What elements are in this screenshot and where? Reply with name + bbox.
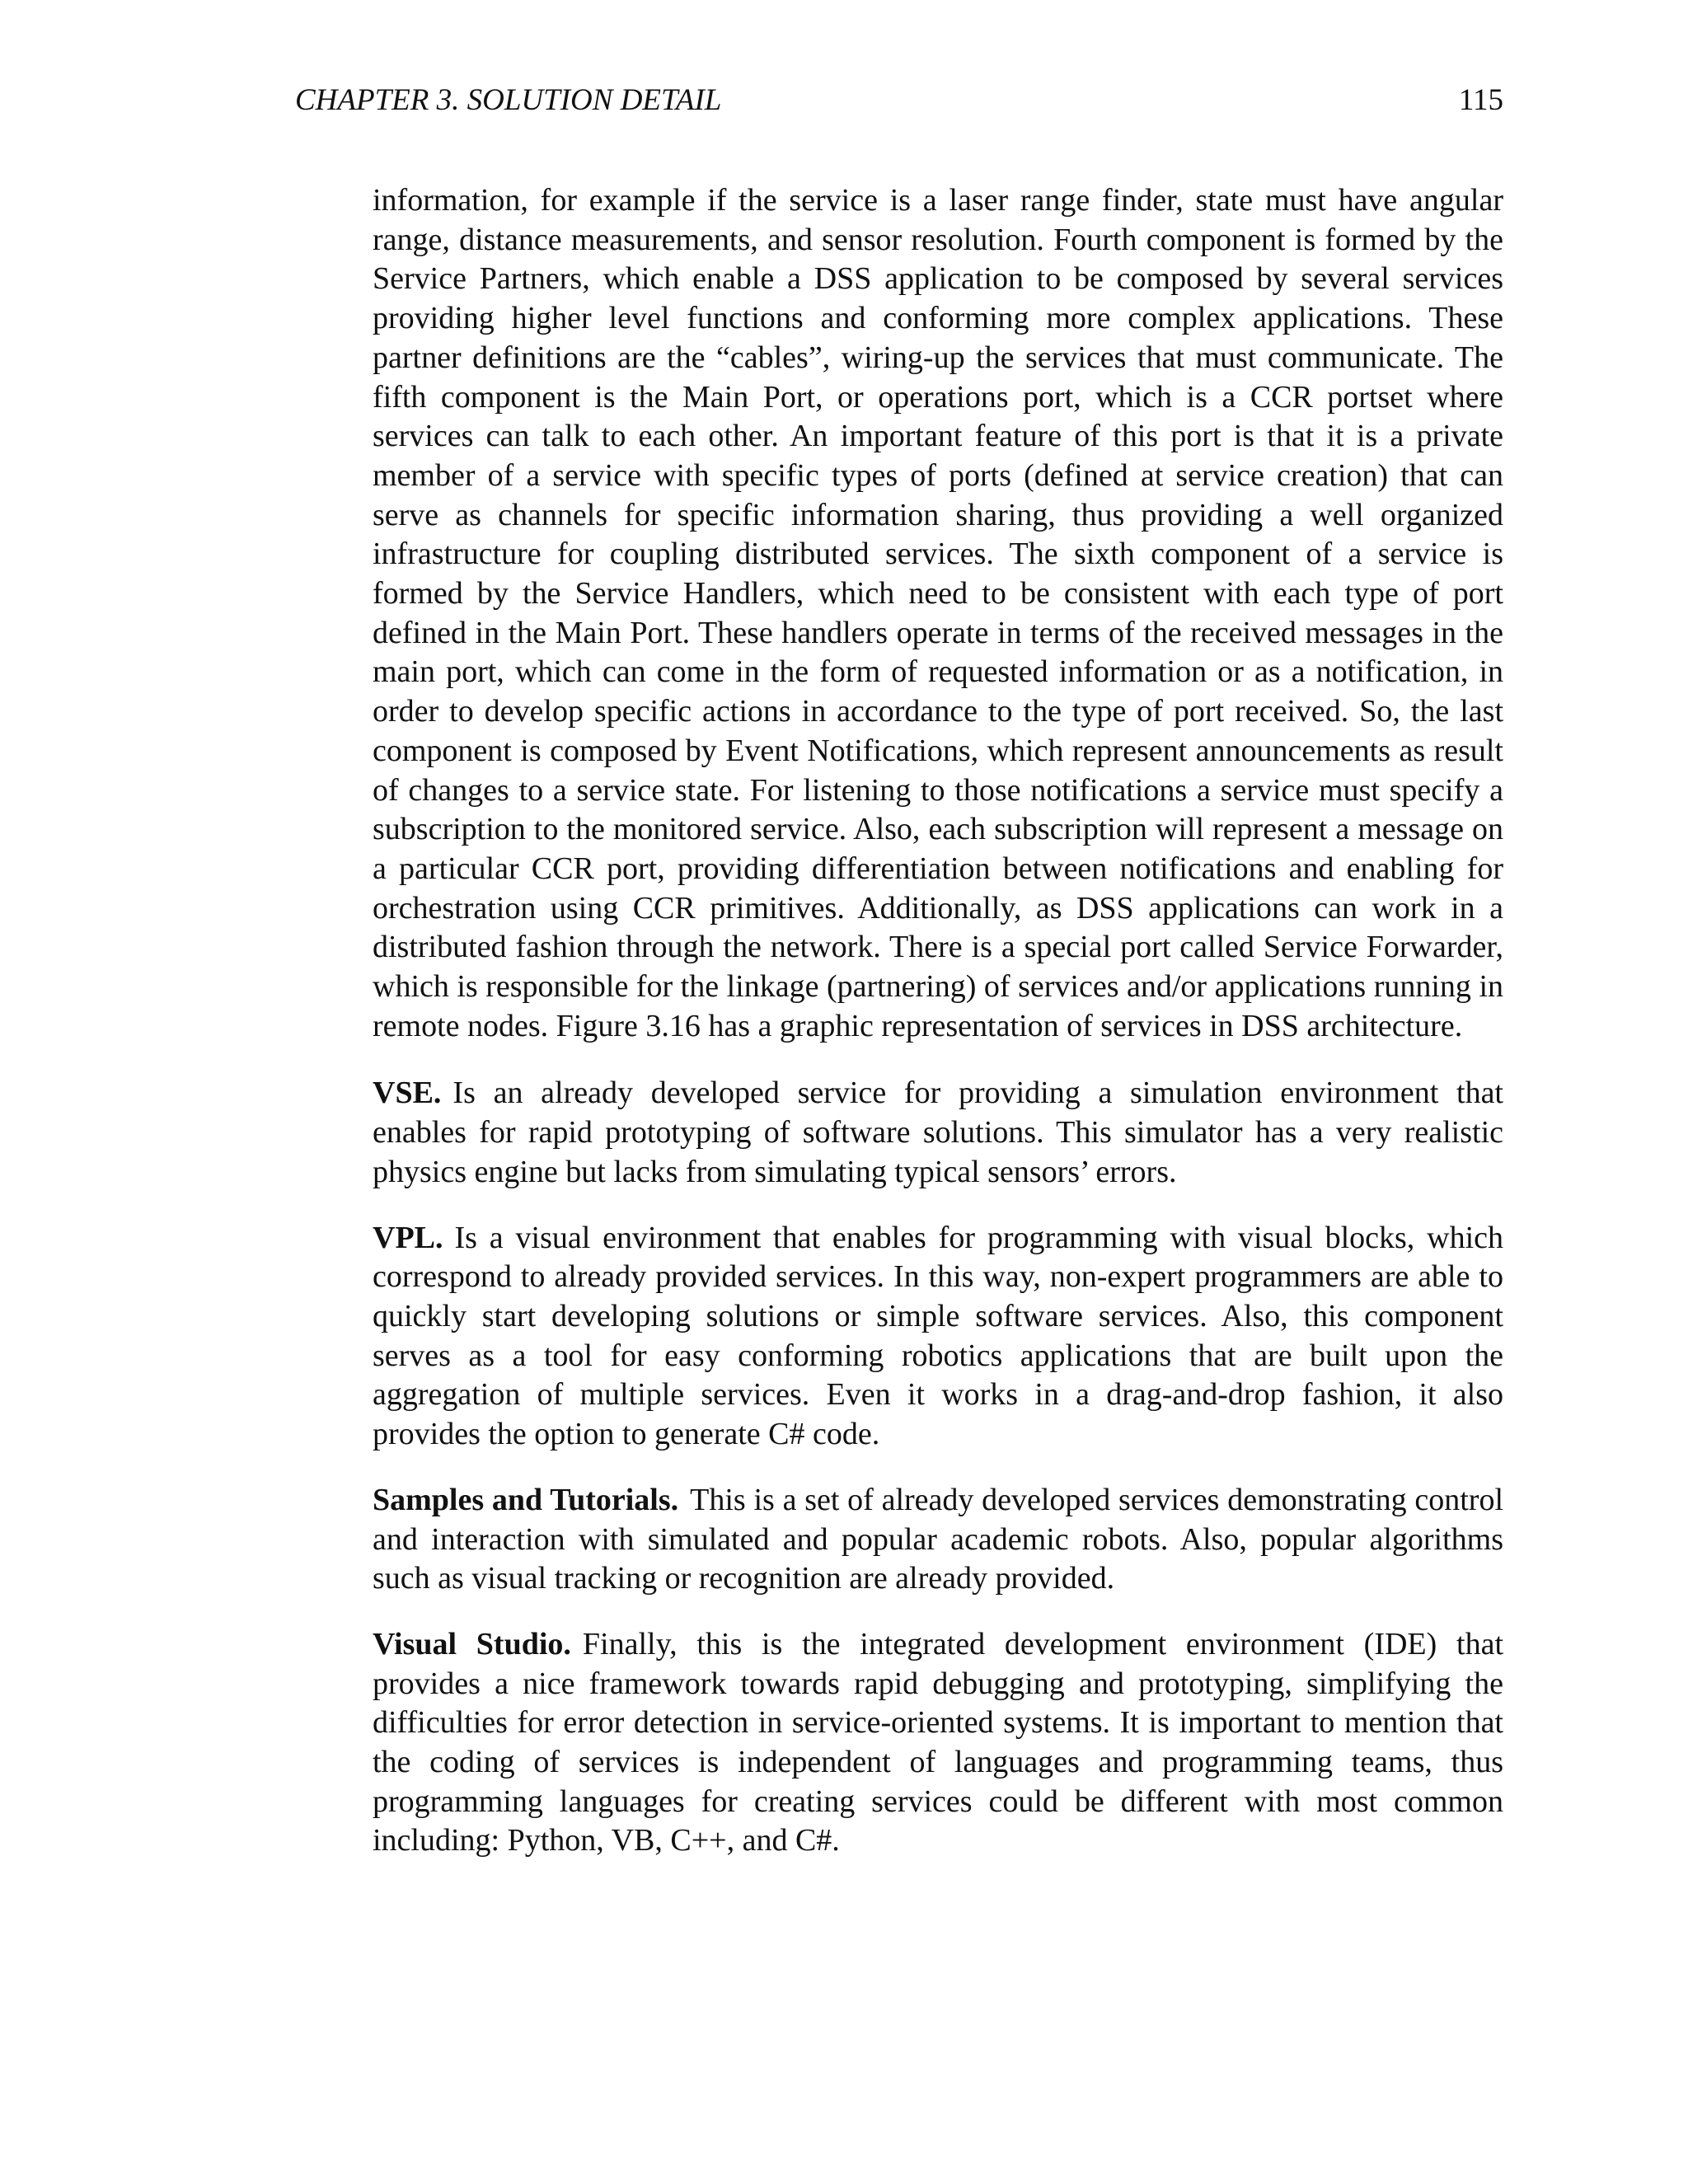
definition-text: This is a set of already developed services demonstrating control and interaction with simulated and popular academic robots. Also, popular algorithms such as visual tracking or recognition are already provided. [373, 1482, 1504, 1596]
page-header [295, 79, 1503, 122]
definition-term: VSE. [373, 1076, 442, 1111]
definition-item-visual-studio [373, 1625, 1503, 1861]
definition-item-vpl [373, 1219, 1503, 1455]
definition-term: Samples and Tutorials. [373, 1482, 679, 1517]
page-number: 115 [1458, 83, 1503, 117]
running-head: CHAPTER 3. SOLUTION DETAIL [295, 83, 722, 117]
body-column [373, 181, 1503, 1887]
definition-text: Is a visual environment that enables for programming with visual blocks, which correspond to already provided services. In this way, non-expert programmers are able to quickly start developing solutions or simple software services. Also, this component serves as a tool for easy conforming robotics applications that are built upon the aggregation of multiple services. Even it works in a drag-and-drop fashion, it also provides the option to generate C# code. [373, 1220, 1503, 1452]
definition-item-samples-and-tutorials [373, 1481, 1503, 1599]
definition-term: VPL. [373, 1220, 443, 1255]
definition-text: Finally, this is the integrated development environment (IDE) that provides a nice framework towards rapid debugging and prototyping, simplifying the difficulties for error detection in service-oriented systems. It is important to mention that the coding of services is independent of languages and programming teams, thus programming languages for creating services could be different with most common including: Python, VB, C++, and C#. [373, 1626, 1504, 1858]
definition-term: Visual Studio. [373, 1626, 571, 1661]
body-paragraph: information, for example if the service is a laser range finder, state must have angular range, distance measurements, and sensor resolution. Fourth component is formed by the Service Partners, which enable a DSS application to be composed by several services providing higher level functions and conforming more complex applications. These partner definitions are the “cables”, wiring-up the services that must communicate. The fifth component is the Main Port, or operations port, which is a CCR portset where services can talk to each other. An important feature of this port is that it is a private member of a service with specific types of ports (defined at service creation) that can serve as channels for specific information sharing, thus providing a well organized infrastructure for coupling distributed services. The sixth component of a service is formed by the Service Handlers, which need to be consistent with each type of port defined in the Main Port. These handlers operate in terms of the received messages in the main port, which can come in the form of requested information or as a notification, in order to develop specific actions in accordance to the type of port received. So, the last component is composed by Event Notifications, which represent announcements as result of changes to a service state. For listening to those notifications a service must specify a subscription to the monitored service. Also, each subscription will represent a message on a particular CCR port, providing differentiation between notifications and enabling for orchestration using CCR primitives. Additionally, as DSS applications can work in a distributed fashion through the network. There is a special port called Service Forwarder, which is responsible for the linkage (partnering) of services and/or applications running in remote nodes. Figure 3.16 has a graphic representation of services in DSS architecture. [373, 183, 1503, 1043]
definition-item-vse [373, 1074, 1503, 1192]
definition-text: Is an already developed service for providing a simulation environment that enables for rapid prototyping of software solutions. This simulator has a very realistic physics engine but lacks from simulating typical sensors’ errors. [373, 1076, 1503, 1189]
